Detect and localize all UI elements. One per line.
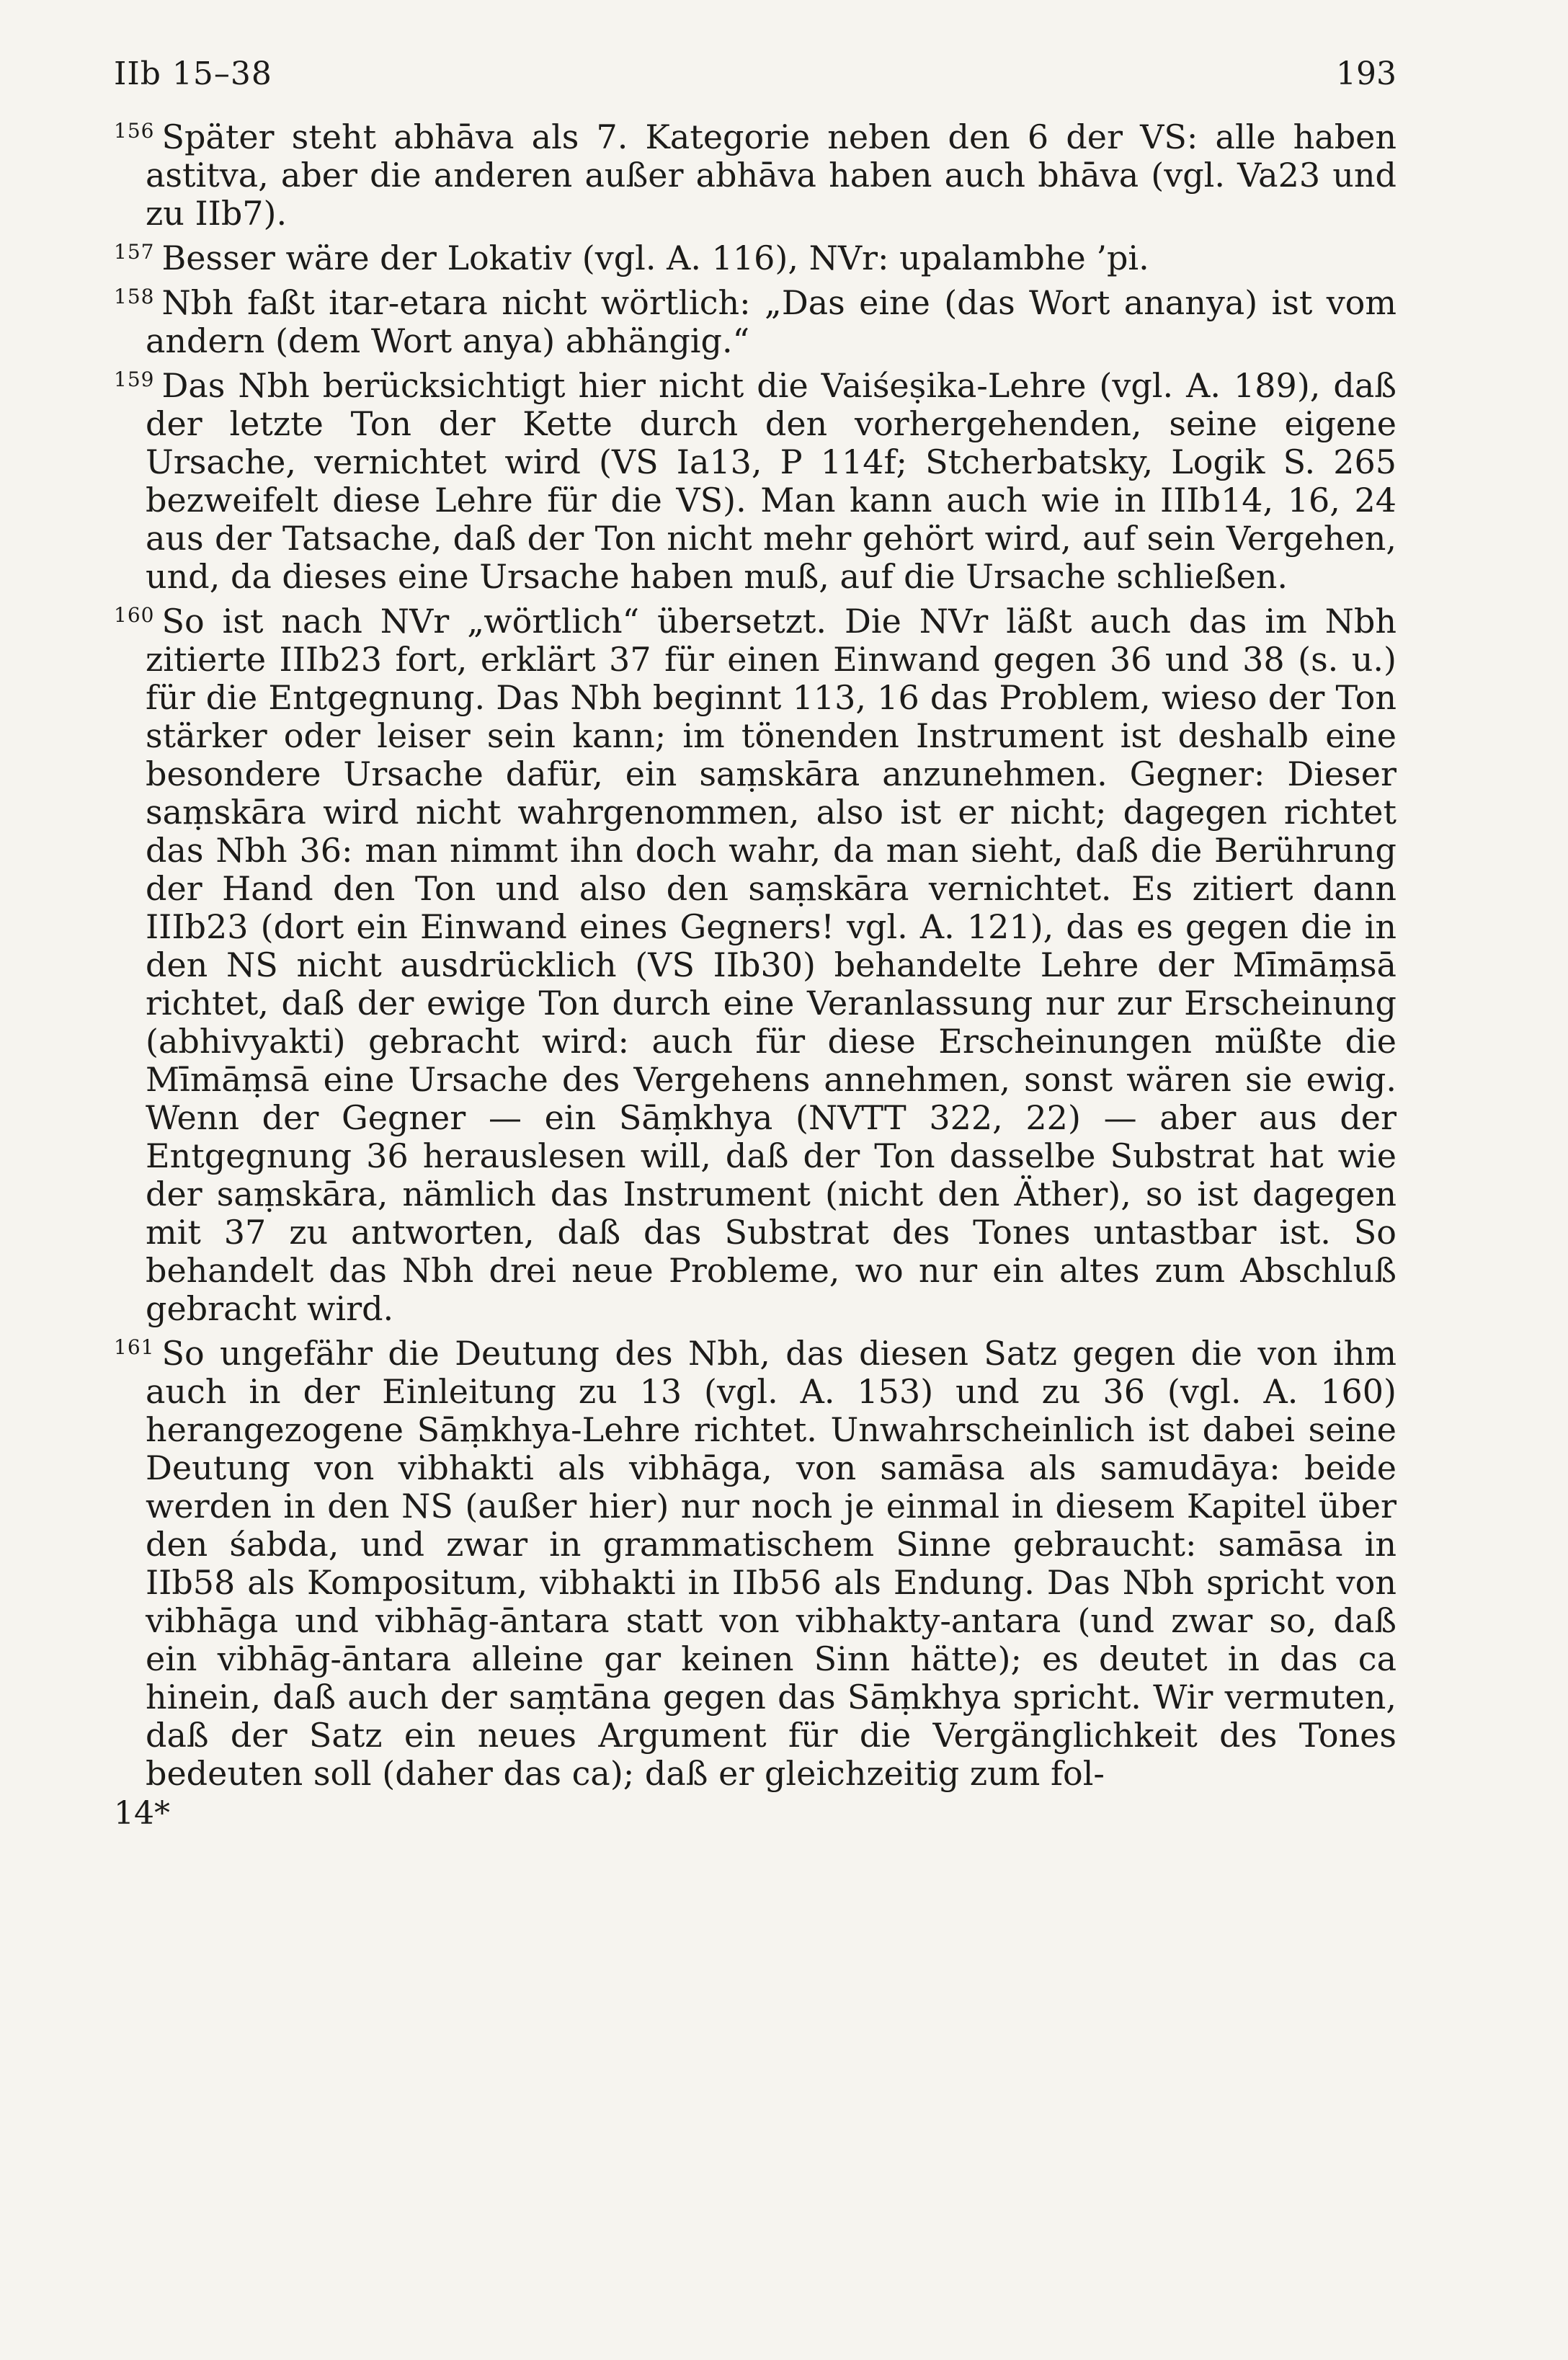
footnote-text: Das Nbh berücksichtigt hier nicht die Vaiśeṣika-Lehre (vgl. A. 189), daß der letzte Ton der Kette durch den vorhergehenden, seine eigene Ursache, vernichtet wird (VS Ia13, P 114f; Stcherbatsky, Logik S. 265 bezweifelt diese Lehre für die VS). Man kann auch wie in IIIb14, 16, 24 aus der Tatsache, daß der Ton nicht mehr gehört wird, auf sein Vergehen, und, da dieses eine Ursache haben muß, auf die Ursache schließen. bbox=[146, 366, 1396, 596]
footnote-157 bbox=[114, 233, 1396, 277]
footnote-text: So ist nach NVr „wörtlich“ übersetzt. Die NVr läßt auch das im Nbh zitierte IIIb23 fort, erklärt 37 für einen Einwand gegen 36 und 38 (s. u.) für die Entgegnung. Das Nbh beginnt 113, 16 das Problem, wieso der Ton stärker oder leiser sein kann; im tönenden Instrument ist deshalb eine besondere Ursache dafür, ein saṃskāra anzunehmen. Gegner: Dieser saṃskāra wird nicht wahrgenommen, also ist er nicht; dagegen richtet das Nbh 36: man nimmt ihn doch wahr, da man sieht, daß die Berührung der Hand den Ton und also den saṃskāra vernichtet. Es zitiert dann IIIb23 (dort ein Einwand eines Gegners! vgl. A. 121), das es gegen die in den NS nicht ausdrücklich (VS IIb30) behandelte Lehre der Mīmāṃsā richtet, daß der ewige Ton durch eine Veranlassung nur zur Erscheinung (abhivyakti) gebracht wird: auch für diese Erscheinungen müßte die Mīmāṃsā eine Ursache des Vergehens annehmen, sonst wären sie ewig. Wenn der Gegner — ein Sāṃkhya (NVTT 322, 22) — aber aus der Entgegnung 36 herauslesen will, daß der Ton dasselbe Substrat hat wie der saṃskāra, nämlich das Instrument (nicht den Äther), so ist dagegen mit 37 zu antworten, daß das Substrat des Tones untastbar ist. So behandelt das Nbh drei neue Probleme, wo nur ein altes zum Abschluß gebracht wird. bbox=[146, 602, 1396, 1328]
footnote-number: 160 bbox=[114, 603, 155, 627]
footnote-number: 156 bbox=[114, 119, 155, 143]
footnote-number: 158 bbox=[114, 285, 155, 308]
footnote-160 bbox=[114, 596, 1396, 1328]
footnote-161 bbox=[114, 1328, 1396, 1793]
footnote-156 bbox=[114, 112, 1396, 233]
running-title: IIb 15–38 bbox=[114, 55, 272, 92]
footnote-number: 161 bbox=[114, 1335, 155, 1359]
footnotes-block bbox=[114, 112, 1396, 1793]
footnote-text: Später steht abhāva als 7. Kategorie neben den 6 der VS: alle haben astitva, aber die anderen außer abhāva haben auch bhāva (vgl. Va23 und zu IIb7). bbox=[146, 117, 1396, 233]
page-number: 193 bbox=[1336, 55, 1396, 92]
footnote-text: So ungefähr die Deutung des Nbh, das diesen Satz gegen die von ihm auch in der Einleitung zu 13 (vgl. A. 153) und zu 36 (vgl. A. 160) herangezogene Sāṃkhya-Lehre richtet. Unwahrscheinlich ist dabei seine Deutung von vibhakti als vibhāga, von samāsa als samudāya: beide werden in den NS (außer hier) nur noch je einmal in diesem Kapitel über den śabda, und zwar in grammatischem Sinne gebraucht: samāsa in IIb58 als Kompositum, vibhakti in IIb56 als Endung. Das Nbh spricht von vibhāga und vibhāg-āntara statt von vibhakty-antara (und zwar so, daß ein vibhāg-āntara alleine gar keinen Sinn hätte); es deutet in das ca hinein, daß auch der saṃtāna gegen das Sāṃkhya spricht. Wir vermuten, daß der Satz ein neues Argument für die Vergänglichkeit des Tones bedeuten soll (daher das ca); daß er gleichzeitig zum fol- bbox=[146, 1334, 1396, 1793]
signature-mark: 14* bbox=[114, 1795, 170, 1832]
footnote-text: Besser wäre der Lokativ (vgl. A. 116), NVr: upalambhe ’pi. bbox=[161, 239, 1149, 277]
footnote-number: 157 bbox=[114, 240, 155, 264]
footnote-text: Nbh faßt itar-etara nicht wörtlich: „Das eine (das Wort ananya) ist vom andern (dem Wort anya) abhängig.“ bbox=[146, 283, 1396, 360]
footnote-159 bbox=[114, 360, 1396, 596]
footnote-number: 159 bbox=[114, 368, 155, 391]
page-header bbox=[114, 55, 1396, 93]
footnote-158 bbox=[114, 277, 1396, 360]
